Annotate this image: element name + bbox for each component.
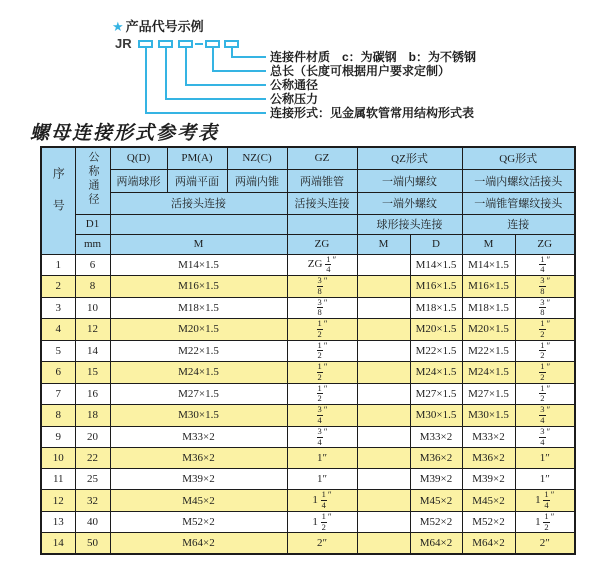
diagram-label-diameter: 公称通径 xyxy=(270,78,319,92)
cell-qz_d: M39×2 xyxy=(410,469,462,490)
cell-no: 4 xyxy=(41,319,75,341)
cell-qz_d: M16×1.5 xyxy=(410,276,462,298)
cell-dn: 8 xyxy=(75,276,110,298)
cell-qz_m xyxy=(357,511,410,533)
cell-gz: 2″ xyxy=(287,533,357,554)
table-row xyxy=(41,448,575,469)
header-seq: 序号 xyxy=(41,147,75,254)
cell-no: 3 xyxy=(41,297,75,319)
product-code-prefix: JR xyxy=(115,36,132,51)
cell-no: 8 xyxy=(41,405,75,427)
cell-gz: $\frac{1}{2}$ ″ xyxy=(287,319,357,341)
cell-m: M22×1.5 xyxy=(110,340,287,362)
header-union-conn: 活接头连接 xyxy=(110,192,287,214)
header-d1: D1 xyxy=(75,214,110,234)
header-zg: ZG xyxy=(287,234,357,254)
table-row xyxy=(41,469,575,490)
code-box-4 xyxy=(205,40,220,48)
cell-qg_m: M36×2 xyxy=(462,448,515,469)
cell-m: M16×1.5 xyxy=(110,276,287,298)
table-row xyxy=(41,297,575,319)
cell-dn: 32 xyxy=(75,490,110,512)
header-gz-conn: 活接头连接 xyxy=(287,192,357,214)
cell-qz_m xyxy=(357,448,410,469)
cell-qg_zg: $\frac{1}{2}$ ″ xyxy=(515,362,575,384)
table-row xyxy=(41,340,575,362)
cell-dn: 18 xyxy=(75,405,110,427)
header-qg-sub2: 一端锥管螺纹接头 xyxy=(462,192,575,214)
diagram-label-pressure: 公称压力 xyxy=(270,92,319,106)
header-qz-sub2: 一端外螺纹 xyxy=(357,192,462,214)
cell-m: M33×2 xyxy=(110,426,287,448)
header-m: M xyxy=(110,234,287,254)
cell-dn: 22 xyxy=(75,448,110,469)
header-qg-zg: ZG xyxy=(515,234,575,254)
table-row xyxy=(41,405,575,427)
code-box-3 xyxy=(178,40,193,48)
cell-dn: 6 xyxy=(75,254,110,276)
table-row xyxy=(41,276,575,298)
cell-qg_zg: $\frac{1}{2}$ ″ xyxy=(515,383,575,405)
cell-qz_m xyxy=(357,533,410,554)
diagram-title-text: 产品代号示例 xyxy=(125,19,204,34)
cell-gz: ZG $\frac{1}{4}$ ″ xyxy=(287,254,357,276)
table-row xyxy=(41,490,575,512)
cell-dn: 50 xyxy=(75,533,110,554)
cell-gz: 1″ xyxy=(287,469,357,490)
diagram-label-length: 总长（长度可根据用户要求定制） xyxy=(270,64,451,78)
cell-qg_m: M16×1.5 xyxy=(462,276,515,298)
cell-gz: $\frac{1}{2}$ ″ xyxy=(287,340,357,362)
cell-qg_zg: 1 $\frac{1}{2}$ ″ xyxy=(515,511,575,533)
cell-qg_zg: $\frac{1}{2}$ ″ xyxy=(515,319,575,341)
header-blank-gz xyxy=(287,214,357,234)
cell-dn: 25 xyxy=(75,469,110,490)
cell-qg_m: M45×2 xyxy=(462,490,515,512)
cell-no: 5 xyxy=(41,340,75,362)
cell-qz_m xyxy=(357,297,410,319)
cell-m: M20×1.5 xyxy=(110,319,287,341)
cell-m: M39×2 xyxy=(110,469,287,490)
cell-qg_zg: 2″ xyxy=(515,533,575,554)
header-qz-d: D xyxy=(410,234,462,254)
cell-qz_d: M18×1.5 xyxy=(410,297,462,319)
cell-gz: $\frac{1}{2}$ ″ xyxy=(287,383,357,405)
header-qz-m: M xyxy=(357,234,410,254)
cell-no: 9 xyxy=(41,426,75,448)
table-row xyxy=(41,533,575,554)
header-qg-sub1: 一端内螺纹活接头 xyxy=(462,169,575,192)
connector-line xyxy=(145,112,266,114)
cell-qg_m: M22×1.5 xyxy=(462,340,515,362)
cell-qz_d: M45×2 xyxy=(410,490,462,512)
cell-qz_m xyxy=(357,319,410,341)
cell-no: 12 xyxy=(41,490,75,512)
cell-qz_d: M36×2 xyxy=(410,448,462,469)
cell-m: M27×1.5 xyxy=(110,383,287,405)
cell-no: 2 xyxy=(41,276,75,298)
cell-gz: $\frac{3}{4}$ ″ xyxy=(287,405,357,427)
cell-gz: $\frac{3}{8}$ ″ xyxy=(287,297,357,319)
header-qz: QZ形式 xyxy=(357,147,462,169)
cell-qz_d: M52×2 xyxy=(410,511,462,533)
nut-connection-table xyxy=(40,146,576,555)
cell-m: M30×1.5 xyxy=(110,405,287,427)
header-blank-left xyxy=(110,214,287,234)
header-nz: NZ(C) xyxy=(227,147,287,169)
cell-qg_m: M64×2 xyxy=(462,533,515,554)
cell-qz_m xyxy=(357,340,410,362)
cell-dn: 20 xyxy=(75,426,110,448)
table-row xyxy=(41,511,575,533)
cell-dn: 40 xyxy=(75,511,110,533)
cell-gz: 1 $\frac{1}{4}$ ″ xyxy=(287,490,357,512)
header-nz-sub: 两端内锥 xyxy=(227,169,287,192)
cell-qz_m xyxy=(357,490,410,512)
table-row xyxy=(41,383,575,405)
connector-line xyxy=(185,48,187,86)
cell-qz_m xyxy=(357,426,410,448)
cell-qz_d: M64×2 xyxy=(410,533,462,554)
header-mm: mm xyxy=(75,234,110,254)
code-box-5 xyxy=(224,40,239,48)
connector-line xyxy=(165,98,266,100)
diagram-label-material: 连接件材质 c：为碳钢 b：为不锈钢 xyxy=(270,50,477,64)
cell-qz_d: M30×1.5 xyxy=(410,405,462,427)
connector-line xyxy=(212,48,214,72)
cell-qz_m xyxy=(357,469,410,490)
cell-qz_d: M14×1.5 xyxy=(410,254,462,276)
cell-qz_d: M22×1.5 xyxy=(410,340,462,362)
cell-qg_m: M30×1.5 xyxy=(462,405,515,427)
cell-qz_d: M20×1.5 xyxy=(410,319,462,341)
header-gz: GZ xyxy=(287,147,357,169)
cell-qz_m xyxy=(357,362,410,384)
connector-line xyxy=(212,70,266,72)
cell-qg_m: M33×2 xyxy=(462,426,515,448)
cell-no: 11 xyxy=(41,469,75,490)
cell-qz_m xyxy=(357,254,410,276)
table-row xyxy=(41,362,575,384)
header-qg: QG形式 xyxy=(462,147,575,169)
cell-qg_m: M20×1.5 xyxy=(462,319,515,341)
cell-m: M36×2 xyxy=(110,448,287,469)
cell-qg_zg: 1 $\frac{1}{4}$ ″ xyxy=(515,490,575,512)
cell-m: M18×1.5 xyxy=(110,297,287,319)
star-icon: ★ xyxy=(112,19,124,34)
header-qg-conn: 连接 xyxy=(462,214,575,234)
cell-no: 6 xyxy=(41,362,75,384)
cell-no: 10 xyxy=(41,448,75,469)
cell-no: 13 xyxy=(41,511,75,533)
cell-dn: 10 xyxy=(75,297,110,319)
table-title: 螺母连接形式参考表 xyxy=(30,123,220,144)
header-qz-conn: 球形接头连接 xyxy=(357,214,462,234)
cell-qg_zg: $\frac{3}{8}$ ″ xyxy=(515,276,575,298)
cell-no: 1 xyxy=(41,254,75,276)
cell-qg_m: M14×1.5 xyxy=(462,254,515,276)
cell-dn: 16 xyxy=(75,383,110,405)
cell-gz: $\frac{3}{4}$ ″ xyxy=(287,426,357,448)
cell-dn: 15 xyxy=(75,362,110,384)
cell-gz: $\frac{3}{8}$ ″ xyxy=(287,276,357,298)
cell-m: M24×1.5 xyxy=(110,362,287,384)
header-q-sub: 两端球形 xyxy=(110,169,167,192)
cell-qz_m xyxy=(357,276,410,298)
header-pm-sub: 两端平面 xyxy=(167,169,227,192)
header-pm: PM(A) xyxy=(167,147,227,169)
header-qz-sub1: 一端内螺纹 xyxy=(357,169,462,192)
cell-qz_d: M24×1.5 xyxy=(410,362,462,384)
cell-m: M14×1.5 xyxy=(110,254,287,276)
connector-line xyxy=(165,48,167,100)
header-q: Q(D) xyxy=(110,147,167,169)
connector-line xyxy=(231,56,266,58)
cell-dn: 12 xyxy=(75,319,110,341)
cell-m: M45×2 xyxy=(110,490,287,512)
table-header xyxy=(41,147,575,254)
code-dash xyxy=(195,43,203,45)
header-gz-sub: 两端锥管 xyxy=(287,169,357,192)
cell-gz: 1 $\frac{1}{2}$ ″ xyxy=(287,511,357,533)
code-box-2 xyxy=(158,40,173,48)
cell-qg_m: M39×2 xyxy=(462,469,515,490)
cell-qg_m: M52×2 xyxy=(462,511,515,533)
cell-qz_m xyxy=(357,383,410,405)
cell-qz_d: M33×2 xyxy=(410,426,462,448)
header-qg-m: M xyxy=(462,234,515,254)
connector-line xyxy=(145,48,147,114)
cell-qz_d: M27×1.5 xyxy=(410,383,462,405)
cell-qg_m: M27×1.5 xyxy=(462,383,515,405)
connector-line xyxy=(185,84,266,86)
diagram-title xyxy=(112,16,204,35)
cell-gz: 1″ xyxy=(287,448,357,469)
cell-qz_m xyxy=(357,405,410,427)
cell-qg_zg: 1″ xyxy=(515,469,575,490)
code-box-1 xyxy=(138,40,153,48)
header-dn: 公称通径 xyxy=(75,147,110,214)
cell-qg_zg: $\frac{1}{2}$ ″ xyxy=(515,340,575,362)
table-row xyxy=(41,254,575,276)
cell-qg_zg: $\frac{1}{4}$ ″ xyxy=(515,254,575,276)
table-body xyxy=(41,254,575,554)
cell-m: M64×2 xyxy=(110,533,287,554)
cell-qg_zg: $\frac{3}{8}$ ″ xyxy=(515,297,575,319)
cell-dn: 14 xyxy=(75,340,110,362)
table-row xyxy=(41,319,575,341)
cell-gz: $\frac{1}{2}$ ″ xyxy=(287,362,357,384)
cell-qg_m: M24×1.5 xyxy=(462,362,515,384)
diagram-label-connection: 连接形式：见金属软管常用结构形式表 xyxy=(270,106,475,120)
cell-qg_m: M18×1.5 xyxy=(462,297,515,319)
cell-qg_zg: 1″ xyxy=(515,448,575,469)
cell-no: 14 xyxy=(41,533,75,554)
cell-no: 7 xyxy=(41,383,75,405)
cell-qg_zg: $\frac{3}{4}$ ″ xyxy=(515,426,575,448)
table-row xyxy=(41,426,575,448)
cell-m: M52×2 xyxy=(110,511,287,533)
cell-qg_zg: $\frac{3}{4}$ ″ xyxy=(515,405,575,427)
